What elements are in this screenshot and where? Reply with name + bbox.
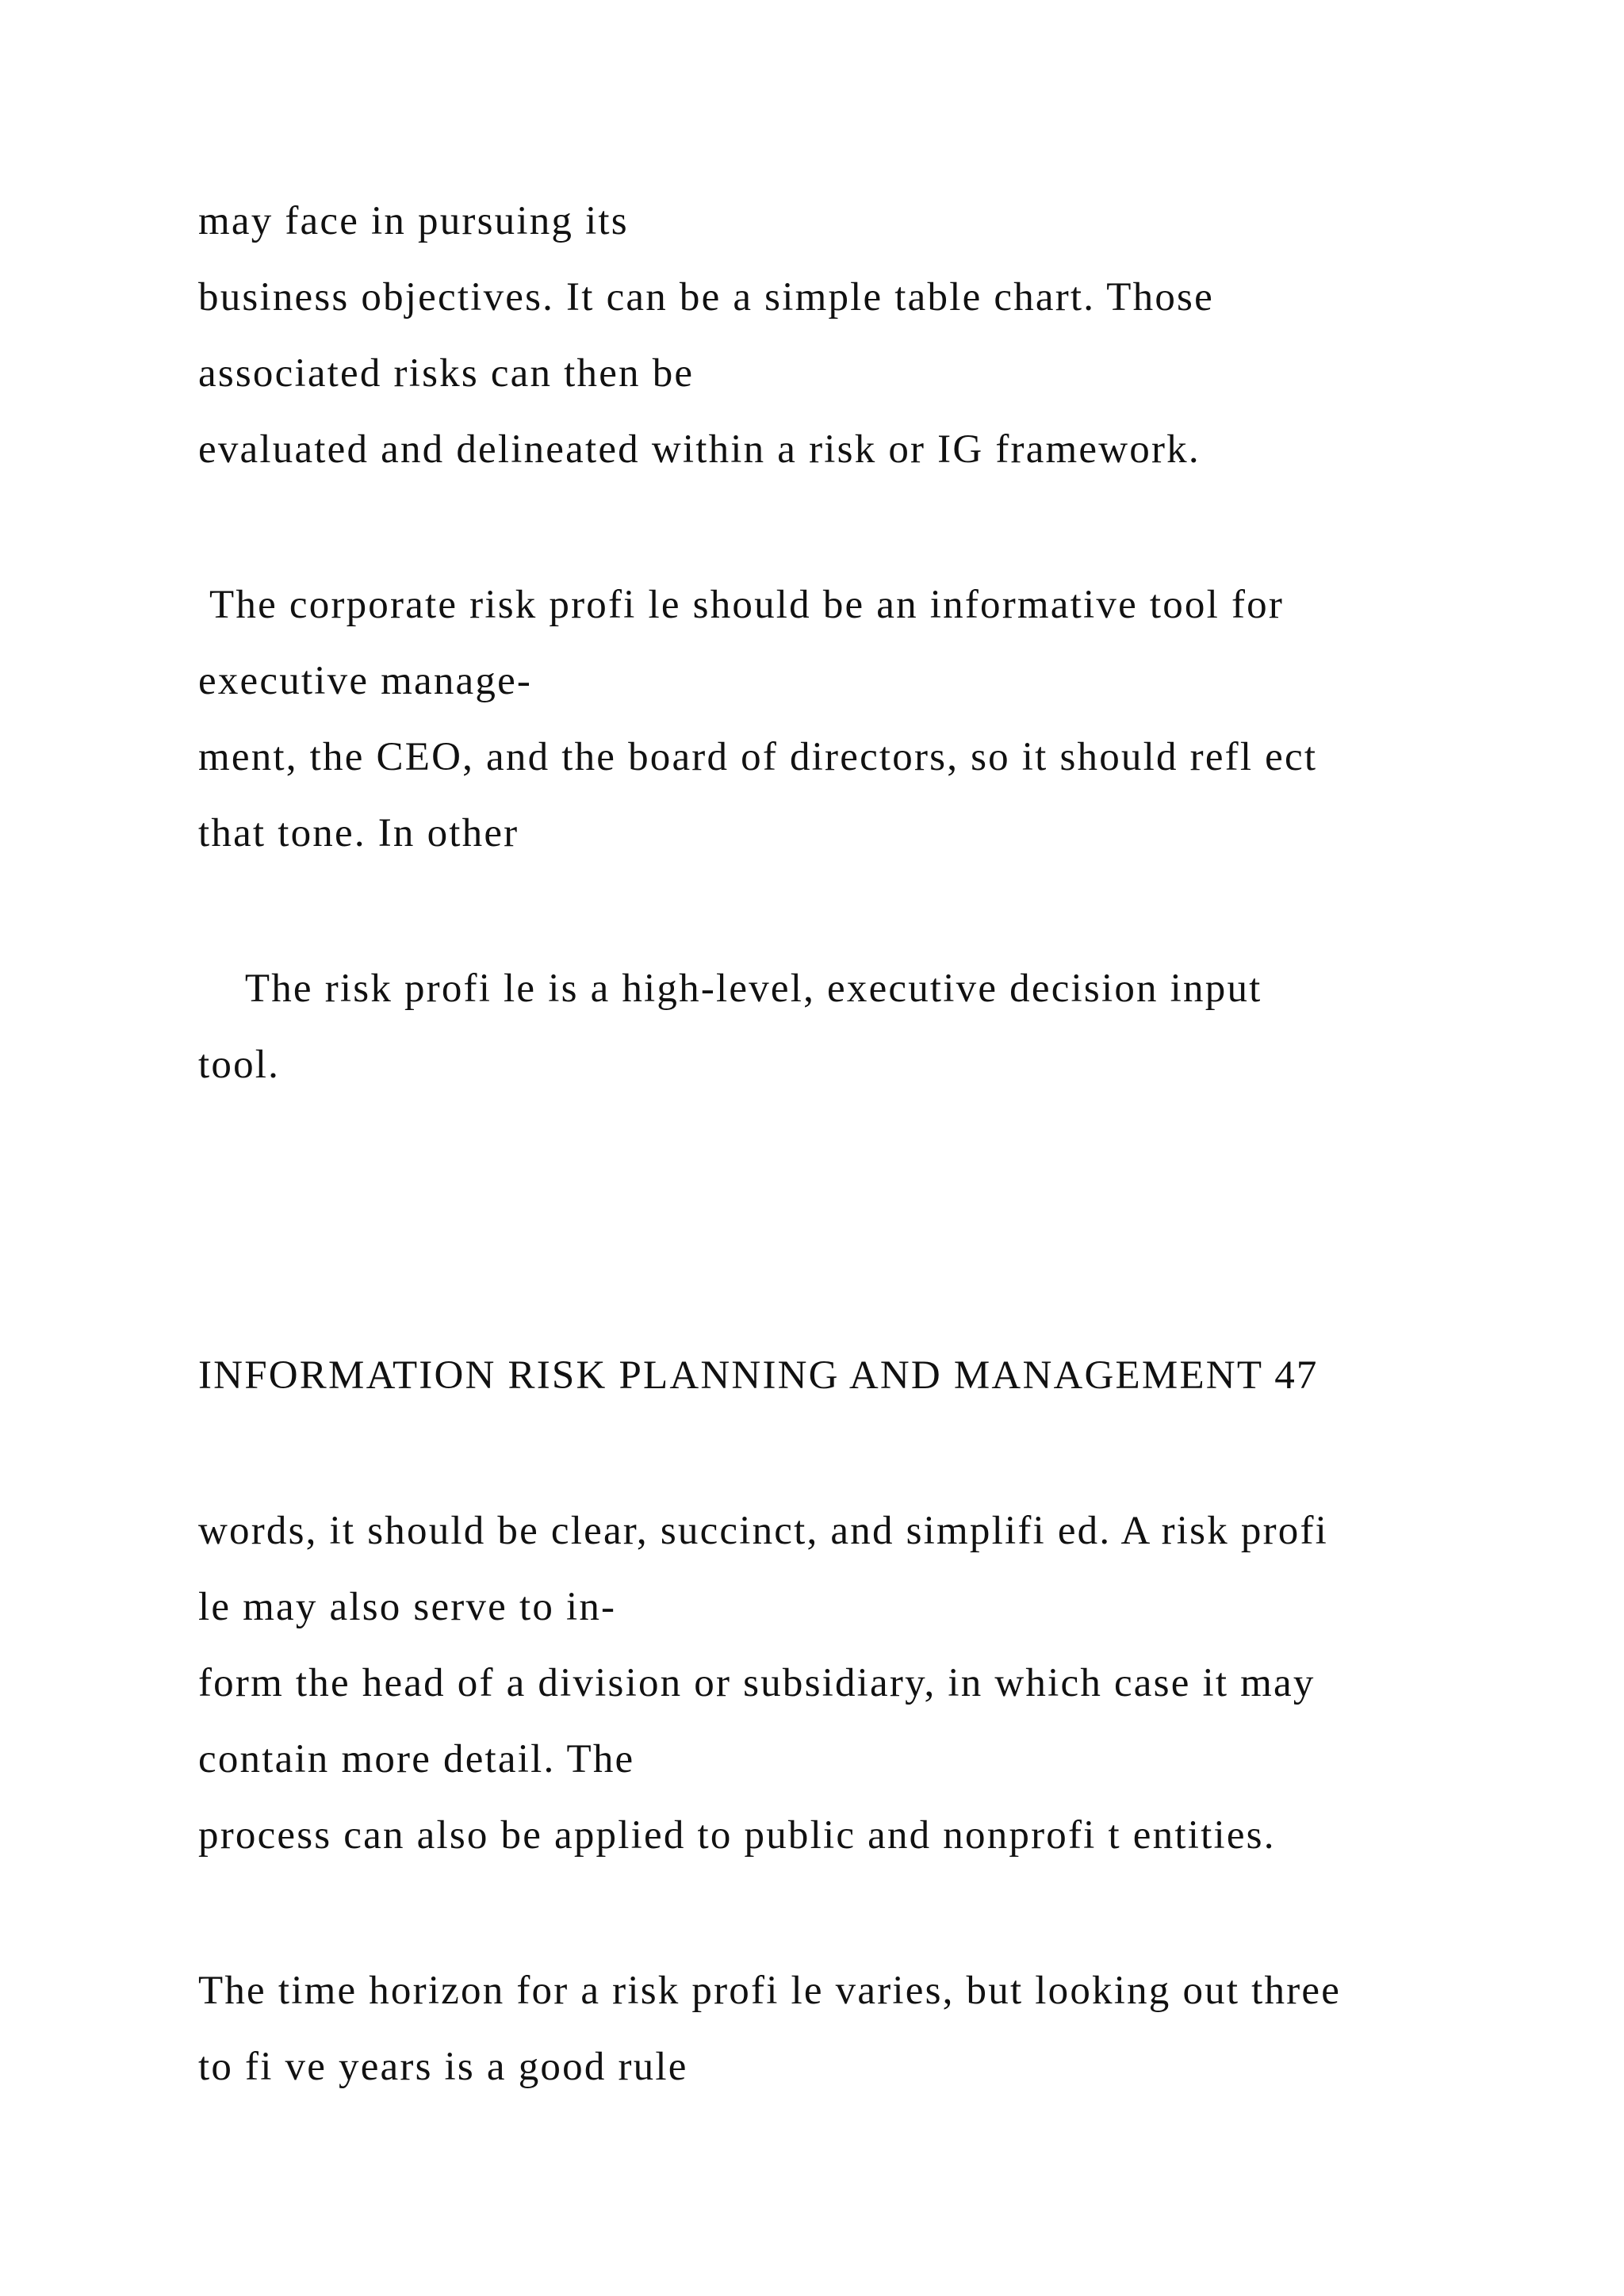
text-line: contain more detail. The xyxy=(198,1737,635,1781)
text-line: ment, the CEO, and the board of directors, so it should refl ect xyxy=(198,735,1318,779)
text-line: evaluated and delineated within a risk or IG framework. xyxy=(198,427,1201,472)
text-line: words, it should be clear, succinct, and simplifi ed. A risk profi xyxy=(198,1509,1329,1553)
text-line: process can also be applied to public and nonprofi t entities. xyxy=(198,1813,1276,1858)
text-line: The time horizon for a risk profi le varies, but looking out three xyxy=(198,1969,1342,2013)
text-line: may face in pursuing its xyxy=(198,199,629,243)
running-header: INFORMATION RISK PLANNING AND MANAGEMENT 47 xyxy=(198,1353,1319,1398)
text-line: executive manage- xyxy=(198,659,533,703)
text-line: The risk profi le is a high-level, executive decision input xyxy=(198,966,1262,1011)
text-line: business objectives. It can be a simple table chart. Those xyxy=(198,275,1214,320)
text-line: that tone. In other xyxy=(198,811,519,855)
text-line: tool. xyxy=(198,1043,281,1087)
text-line: form the head of a division or subsidiary, in which case it may xyxy=(198,1661,1316,1705)
text-line: to fi ve years is a good rule xyxy=(198,2045,688,2089)
text-line: associated risks can then be xyxy=(198,351,695,396)
text-line: The corporate risk profi le should be an informative tool for xyxy=(198,583,1285,627)
text-line: le may also serve to in- xyxy=(198,1585,617,1629)
